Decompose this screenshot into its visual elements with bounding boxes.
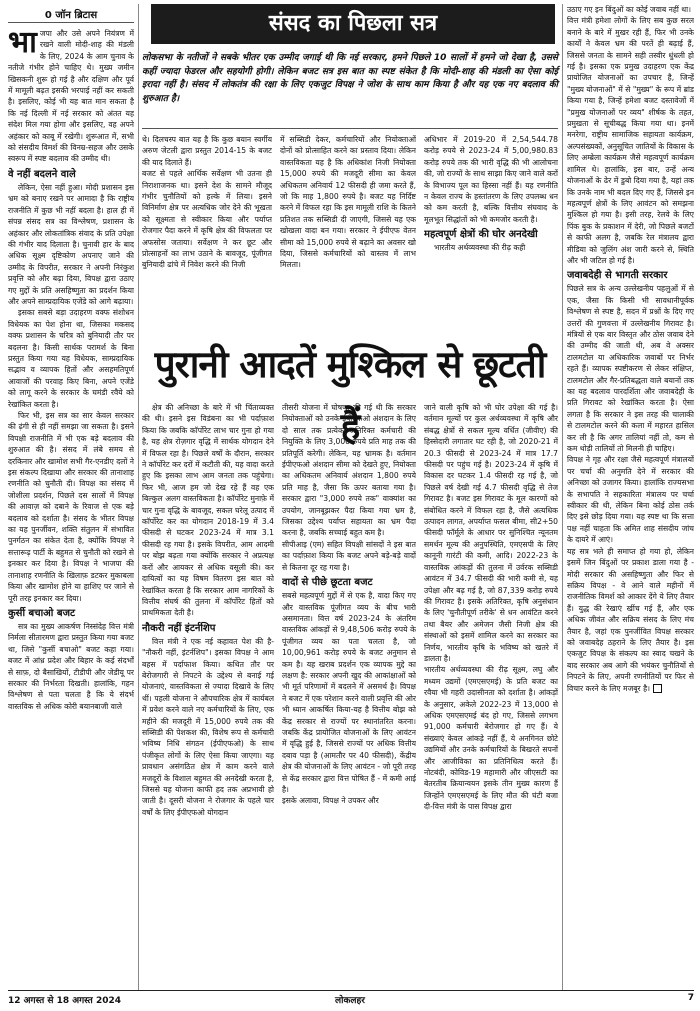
upper-col-3	[424, 134, 558, 330]
lower-col-3-para: जाने वाली कृषि को भी घोर उपेक्षा की गई है। वर्तमान मूल्यों पर कुल अर्थव्यवस्था में कृषि और संबद्ध क्षेत्रों से सकल मूल्य वर्धित (जीवीए) की हिस्सेदारी लगातार घट रही है, जो 2020-21 में 20.3 फीसदी से 2023-24 में मात्र 17.7 फीसदी पर पहुंच गई है। 2023-24 में कृषि में विकास दर घटकर 1.4 फीसदी रह गई है, जो पिछले वर्ष देखी गई 4.7 फीसदी वृद्धि से तेज गिरावट है। बजट इस गिरावट के मूल कारणों को संबोधित करने में विफल रहा है, जैसे अत्यधिक उत्पादन लागत, अपर्याप्त फसल बीमा, सी2+50 फीसदी फॉर्मूले के आधार पर सुनिश्चित न्यूनतम समर्थन मूल्य की अनुपस्थिति, एमएसपी के लिए कानूनी गारंटी की कमी, आदि। 2022-23 के वास्तविक आंकड़ों की तुलना में उर्वरक सब्सिडी आवंटन में 34.7 फीसदी की भारी कमी से, यह उपेक्षा और बढ़ गई है, जो 87,339 करोड़ रुपये की गिरावट है। इसके अतिरिक्त, कृषि अनुसंधान के लिए 'चुनौतीपूर्ण तरीके' से धन आवंटित करने तथा बैयर और अमेजन जैसी निजी क्षेत्र की संस्थाओं को इसमें शामिल करने का सरकार का निर्णय, भारतीय कृषि के भविष्य को खतरे में डालता है। भारतीय अर्थव्यवस्था की रीढ़ सूक्ष्म, लघु और मध्यम उद्यमों (एमएसएमई) के प्रति बजट का रवैया भी गहरी उदासीनता को दर्शाता है। आंकड़ों के अनुसार, अकेले 2022-23 में 13,000 से अधिक एमएसएमई बंद हो गए, जिससे लगभग 91,000 कर्मचारी बेरोजगार हो गए हैं। ये संख्याएं केवल आंकड़े नहीं हैं, ये अनगिनत छोटे उद्यमियों और उनके कर्मचारियों के बिखरते सपनों और आजीविका का प्रतिनिधित्व करते हैं। नोटबंदी, कोविड-19 महामारी और जीएसटी का बेतरतीब क्रियान्वयन इसके तीन मुख्य कारण हैं जिन्होंने एमएसएमई के लिए मौत की घंटी बजा दी-वित्त मंत्री के पास विपक्ष द्वारा	[424, 403, 558, 812]
footer-publication: लोकलहर	[335, 996, 365, 1006]
lower-col-2	[282, 402, 416, 990]
section-heading: महत्वपूर्ण क्षेत्रों की घोर अनदेखी	[424, 229, 538, 241]
lower-col-1-para: क्षेत्र की अनिच्छा के बारे में भी चिंताव्यक्त की थी। इसने इस विडंबना का भी पर्दाफ़ाश किया कि जबकि कॉर्पोरेट लाभ चार गुना हो गया है, यह क्षेत्र रोज़गार वृद्धि में सार्थक योगदान देने में विफल रहा है। पिछले वर्षों के दौरान, सरकार ने कॉर्पोरेट कर दरों में कटौती की, यह वादा करते हुए कि इसका लाभ आम जनता तक पहुंचेगा। फिर भी, आज हम जो देख रहे हैं वह एक बिल्कुल अलग वास्तविकता है। कॉर्पोरेट मुनाफ़े में चार गुना वृद्धि के बावजूद, सकल घरेलू उत्पाद में कॉर्पोरेट कर का योगदान 2018-19 में 3.4 फीसदी से घटकर 2023-24 में मात्र 3.1 फीसदी रह गया है। इसके विपरीत, आम आदमी पर बोझ बढ़ता गया क्योंकि सरकार ने अप्रत्यक्ष करों और आयकर से अधिक वसूली की। कर दायित्वों का यह विषम वितरण इस बात को रेखांकित करता है कि सरकार आम नागरिकों के वित्तीय संघर्ष की तुलना में कॉर्पोरेट हितों को प्राथमिकता देती है।	[142, 403, 274, 618]
left-author-header: 0 जॉन ब्रिटास	[44, 10, 98, 21]
end-mark-icon	[653, 684, 662, 693]
left-para-4: फिर भी, इस सत्र का सार केवल सरकार की ढ़ंगी से ही नहीं समझा जा सकता है। इसने विपक्षी राजनीति में भी एक बड़े बदलाव की शुरुआत की है। संसद में लंबे समय से दरकिनार और खामोश सभी गैर-एनडीए दलों ने इस संकल्प दिखाया और सरकार की तानाशाह रणनीति को चुनौती दी। विपक्ष का संसद में जोशीला प्रदर्शन, पिछले दस सालों में विपक्ष की आवाज़ को दबाने के रिवाज से एक बड़े बदलाव को दर्शाता है। संसद के भीतर विपक्ष का यह पुनर्जीवन, शक्ति संतुलन में संभावित पुनर्गठन का संकेत देता है, क्योंकि विपक्ष ने सत्तारूढ़ पार्टी के बहुमत से चुनौती को रखने से इनकार कर दिया है। विपक्ष ने भाजपा की तानाशाह रणनीति के खिलाफ़ डटकर मुकाबला किया और खामोश होने या हाशिए पर जाने से पूरी तरह इनकार कर दिया।	[8, 411, 134, 603]
lower-col-2-heading: वादों से पीछे छूटता बजट	[282, 577, 373, 589]
upper-col-3-tail: भारतीय अर्थव्यवस्था की रीढ़ कही	[434, 243, 526, 253]
upper-col-1	[142, 134, 272, 330]
lower-col-1	[142, 402, 274, 990]
footer-page-number: 7	[687, 993, 694, 1003]
left-column	[8, 28, 134, 990]
lower-col-2-para-2: सबसे महत्वपूर्ण मुद्दों में से एक है, वादा किए गए और वास्तविक पूंजीगत व्यय के बीच भारी असमानता। वित्त वर्ष 2023-24 के अंतरिम वास्तविक आंकड़ों से 9,48,506 करोड़ रुपये के पूंजीगत व्यय का पता चलता है, जो 10,00,961 करोड़ रुपये के बजट अनुमान से कम है। यह खराब प्रदर्शन एक व्यापक मुद्दे का लक्षण है: सरकार अपनी खुद की आकांक्षाओं को भी मूर्त परिणामों में बदलने में असमर्थ है। विपक्ष ने बजट में एक परेशान करने वाली प्रवृत्ति की ओर भी ध्यान आकर्षित किया-यह है वित्तीय बोझ को केंद्र सरकार से राज्यों पर स्थानांतरित करना। जबकि केंद्र प्रायोजित योजनाओं के लिए आवंटन में वृद्धि हुई है, जिससे राज्यों पर अधिक वित्तीय दबाव पड़ा है (आमतौर पर 40 फीसदी), केंद्रीय क्षेत्र की योजनाओं के लिए आवंटन - जो पूरी तरह से केंद्र सरकार द्वारा वित्त पोषित हैं - में कमी आई है। इसके अलावा, विपक्ष ने उपकर और	[282, 591, 416, 806]
intro-standfirst: लोकसभा के नतीजों ने सबके भीतर एक उम्मीद जगाई थी कि नई सरकार, हमने पिछले 10 सालों में हमने जो देखा है, उससे कहीं ज्यादा फेडरल और सहयोगी होगी। लेकिन बजट सत्र इस बात का स्पष्ट संकेत है कि मोदी-शाह की मंडली का ऐसा कोई इरादा नहीं है। संसद में लोकतंत्र की रक्षा के लिए एकजुट विपक्ष ने जोश के साथ काम किया है और यह एक नए बदलाव की शुरुआत है।	[142, 53, 558, 104]
lower-col-2-para: तीसरी योजना में घोषणा की गई थी कि सरकार नियोक्ताओं को उनके ईपीएफओ अंशदान के लिए दो साल तक प्रत्येक अतिरिक्त कर्मचारी की नियुक्ति के लिए 3,000 रुपये प्रति माह तक की प्रतिपूर्ति करेगी। लेकिन, यह भ्रामक है। वर्तमान ईपीएफओ अंशदान सीमा को देखते हुए, नियोक्ता का अधिकतम अनिवार्य अंशदान 1,800 रुपये प्रति माह है, जैसा कि ऊपर बताया गया है। सरकार द्वारा "3,000 रुपये तक" वाक्यांश का उपयोग, जानबूझकर पैदा किया गया भ्रम है, जिसका उद्देश्य पर्याप्त सहायता का भ्रम पैदा करना है, जबकि सच्चाई बहुत कम है। सीपीआइ (एम) सहित विपक्षी सांसदों ने इस बात का पर्दाफ़ाश किया कि बजट अपने बड़े-बड़े वादों से कितना दूर रह गया है।	[282, 403, 416, 572]
lower-col-1-para-2: वित्त मंत्री ने एक नई कहावत पेश की है-"नौकरी नहीं, इंटर्नशिप"। इसका विपक्ष ने आम बहस में पर्दाफाश किया। कथित तौर पर बेरोजगारी से निपटने के उद्देश्य से बनाई गई योजनाएं, वास्तविकता से ज्यादा दिखावे के लिए थीं। पहली योजना ने औपचारिक क्षेत्र में कार्यबल में प्रवेश करने वाले नए कर्मचारियों के लिए, एक महीने की मजदूरी में 15,000 रुपये तक की सब्सिडी की पेशकश की, विशेष रूप से कर्मचारी भविष्य निधि संगठन (ईपीएफओ) के साथ पंजीकृत लोगों के लिए ऐसा किया जाएगा। यह प्रावधान असंगठित क्षेत्र में काम करने वाले मजदूरों के विशाल बहुमत की अनदेखी करता है, जिससे यह योजना काफी हद तक अप्रभावी हो जाती है। दूसरी योजना ने रोजगार के पहले चार वर्षों के लिए ईपीएफओ योगदान	[142, 636, 274, 817]
right-heading: जवाबदेही से भागती सरकार	[567, 270, 668, 282]
upper-col-3-text: अधिभार में 2019-20 में 2,54,544.78 करोड़ रुपये से 2023-24 में 5,00,980.83 करोड़ रुपये तक की भारी वृद्धि की भी आलोचना की, जो राज्यों के साथ साझा किए जाने वाले करों के विभाज्य पूल का हिस्सा नहीं हैं। यह रणनीति न केवल राज्य के हस्तांतरण के लिए उपलब्ध धन को कम करती है, बल्कि वित्तीय संघवाद के मूलभूत सिद्धांतों को भी कमजोर करती है।	[424, 135, 558, 224]
lower-col-1-heading: नौकरी नहीं इंटर्नशिप	[142, 622, 216, 634]
upper-col-2-text: में सब्सिडी देकर, कर्मचारियों और नियोक्ताओं दोनों को प्रोत्साहित करने का प्रस्ताव दिया। लेकिन वास्तविकता यह है कि अधिकांश निजी नियोक्ता 15,000 रुपये की मजदूरी सीमा का केवल अधिकतम अनिवार्य 12 फीसदी ही जमा करते हैं, जो कि माह 1,800 रुपये है। बजट यह निर्दिष्ट करने में विफल रहा कि इस मामूली राशि के कितने प्रतिशत तक सब्सिडी दी जाएगी, जिससे यह एक खोखला वादा बन गया। सरकार ने ईपीएफ वेतन सीमा को 15,000 रुपये से बढ़ाने का अवसर खो दिया, जिससे कर्मचारियों को वास्तव में लाभ मिलता।	[280, 135, 416, 270]
left-heading-1: वे नहीं बदलने वाले	[8, 168, 76, 180]
left-para-1: जपा और उसे अपने नियंत्रण में रखने वाली मोदी-शाह की मंडली के लिए, 2024 के आम चुनाव के नतीजे गंभीर होने चाहिए थे। मुख्य जमीन खिसकनी शुरू हो गई है और दक्षिण और पूर्व में मामूली बढ़त इसकी भरपाई नहीं कर सकती है। इसलिए, कोई भी यह बात मान सकता है कि नई दिल्ली में नई सरकार को अंतत यह संदेश मिल गया होगा और इसलिए, वह अपने अहंकार को काबू में रखेगी। शुरूआत में, सभी को संसदीय विमर्श की विनम्र-सहज और उसके स्वरूप में स्पष्ट बदलाव की उम्मीद थी।	[8, 29, 134, 164]
right-column	[567, 4, 694, 988]
left-para-2: लेकिन, ऐसा नहीं हुआ। मोदी प्रशासन इस भ्रम को बनाए रखने पर आमादा है कि राष्ट्रीय राजनीति में कुछ भी नहीं बदला है। हाल ही में संपन्न संसद सत्र का विश्लेषण, प्रशासन के अहंकार और लोकतांत्रिक संवाद के प्रति उपेक्षा की गंभीर याद दिलाता है। चुनावी हार के बाद अधिक सूक्ष्म दृष्टिकोण अपनाए जाने की उम्मीद के विपरीत, सरकार ने अपनी निरंकुश प्रवृत्ति को और बढ़ा दिया, विपक्ष द्वारा उठाए गए मुद्दों के प्रति असहिष्णुता का प्रदर्शन किया और अपने साम्प्रदायिक एजेंडे को आगे बढ़ाया।	[8, 182, 134, 306]
right-col-top: उठाए गए इन बिंदुओं का कोई जवाब नहीं था। वित्त मंत्री हमेशा लोगों के लिए सब कुछ सरल बनाने के बारे में मुखर रही हैं, फिर भी उनके कार्यों ने केवल भ्रम की परतें ही बढ़ाई हैं, जिससे जनता के सामने सही तस्वीर धुंधली हो गई है। इसका एक प्रमुख उदाहरण एक केंद्र प्रायोजित योजनाओं का उपचार है, जिन्हें "मुख्य योजनाओं" में से "मुख्य" के रूप में ब्रांड किया गया है, जिन्हें हमेशा बजट दस्तावेजों में "प्रमुख योजनाओं पर व्यय" शीर्षक के तहत, प्रमुखता से सूचीबद्ध किया गया था। इनमें मनरेगा, राष्ट्रीय सामाजिक सहायता कार्यक्रम, अल्पसंख्यकों, अनुसूचित जातियों के विकास के लिए अम्ब्रेला कार्यक्रम जैसे महत्वपूर्ण कार्यक्रम शामिल थे। हालांकि, इस बार, उन्हें अन्य योजनाओं के ढेर में डुबो दिया गया है, यहां तक कि उनके नाम भी बदल दिए गए हैं, जिससे इन महत्वपूर्ण क्षेत्रों के लिए आवंटन को समझना मुश्किल हो गया है। इसी तरह, रेलवे के लिए पिंक बुक के प्रकाशन में देरी, जो पिछले बजटों से काफी अलग है, जबकि रेल मंत्रालय द्वारा मीडिया को जुलिंग अंश जारी करने से, स्थिति और भी जटिल हो गई है।	[567, 5, 694, 265]
section-title: संसद का पिछला सत्र	[151, 4, 555, 44]
upper-col-2	[280, 134, 416, 330]
left-para-5: सत्र का मुख्य आकर्षण निस्संदेह वित्त मंत्री निर्मला सीतारमण द्वारा प्रस्तुत किया गया बजट था, जिसे "कुर्सी बचाओ" बजट कहा गया। बजट में आंध्र प्रदेश और बिहार के कई संदर्भों से साफ़, दो बैसाखियों, टीडीपी और जेडीयू पर सरकार की निर्भरता दिखती। हालांकि, गहन विश्लेषण से पता चलता है कि ये संदर्भ वास्तविक से अधिक कोरी बयानबाजी वाले	[8, 621, 134, 711]
upper-col-1-text: थे। दिलचस्प बात यह है कि कुछ बयान स्वर्गीय अरुण जेटली द्वारा प्रस्तुत 2014-15 के बजट की याद दिलाते हैं। बजट से पहले आर्थिक सर्वेक्षण भी उतना ही निराशाजनक था। इसने देश के सामने मौजूद गंभीर चुनौतियों को हल्के में लिया। इसने विनिर्माण क्षेत्र पर अत्यधिक जोर देने की भूखता को सूक्ष्मता से स्वीकार किया और पर्याप्त रोजगार पैदा करने में कृषि क्षेत्र की विफलता पर अफसोस जताया। सर्वेक्षण ने कर छूट और प्रोत्साहनों का लाभ उठाने के बावजूद, पूंजीगत बुनियादी ढांचे में निवेश करने की निजी	[142, 135, 272, 270]
right-col-bottom: पिछले सत्र के अन्य उल्लेखनीय पहलुओं में से एक, जैसा कि किसी भी सावधानीपूर्वक विश्लेषण से स्पष्ट है, सदन में प्रश्नों के दिए गए उत्तरों की गुणवत्ता में उल्लेखनीय गिरावट है। मंत्रियों से एक बार विस्तृत और ठोस जवाब देने की उम्मीद की जाती थी, अब वे अक्सर टालमटोल या अधिकारिक जवाबों पर निर्भर रहते हैं। व्यापक स्पष्टीकरण से लेकर संक्षिप्त, टालमटोल और गैर-प्रतिबद्धता वाले बयानों तक का यह बदलाव पारदर्शिता और जवाबदेही के प्रति गिरावट को रेखांकित करता है। ऐसा लगता है कि सरकार ने इस तरह की चालाकी से टालमटोल करने की कला में महारत हासिल कर ली है कि अगर तालियां नहीं तो, कम से कम थोड़ी तालियों तो मिलनी ही चाहिए। विपक्ष ने गृह और रक्षा जैसे महत्वपूर्ण मंत्रालयों पर चर्चा की अनुमति देने में सरकार की अनिच्छा को उजागर किया। हालांकि राज्यसभा के सभापति ने सहकारिता मंत्रालय पर चर्चा स्वीकार की थी, लेकिन बिना कोई ठोस तर्क दिए इसे छोड़ दिया गया। यह स्पष्ट था कि सत्ता पक्ष नहीं चाहता कि अमित शाह संसदीय जांच के दायरे में आएं। यह सत्र भले ही समाप्त हो गया हो, लेकिन इसमें जिन बिंदुओं पर प्रकाश डाला गया है - मोदी सरकार की असहिष्णुता और फिर से सक्रिय विपक्ष - वे आने वाले महीनों में राजनीतिक विमर्श को आकार देंगे ये लिए तैयार हैं। युद्ध की रेखाएं खींच गई हैं, और एक अधिक जीवंत और सक्रिय संसद के लिए मंच तैयार है, जहां एक पुनर्जीवित विपक्ष सरकार को जवाबदेह ठहराने के लिए तैयार है। इस एकजुट विपक्ष के संकल्प का स्वाद चखने के बाद सरकार अब आगे की भयंकर चुनौतियों से निपटने के लिए, अपनी रणनीतियों पर फिर से विचार करने के लिए मजबूर है।	[567, 284, 694, 693]
lower-col-3	[424, 402, 558, 990]
left-heading-2: कुर्सी बचाओ बजट	[8, 607, 76, 619]
left-para-3: इसका सबसे बड़ा उदाहरण वक्फ संशोधन विधेयक का पेश होना था, जिसका मकसद वक्फ प्रशासन के चरित्र को बुनियादी तौर पर बदलना है। किसी सार्थक परामर्श के बिना प्रस्तुत किया गया यह विधेयक, साम्प्रदायिक सद्भाव व व्यापक हितों और असहमतिपूर्ण आवाजों की परवाह किए बिना, अपने एजेंडे को लागू करने के सरकार के घमंडी रवैये को रेखांकित करता है।	[8, 308, 134, 409]
drop-cap: भा	[8, 28, 37, 60]
headline-old-habits: पुरानी आदतें मुश्किल से छूटती हैं	[154, 343, 546, 448]
footer-date: 12 अगस्त से 18 अगस्त 2024	[8, 996, 121, 1006]
